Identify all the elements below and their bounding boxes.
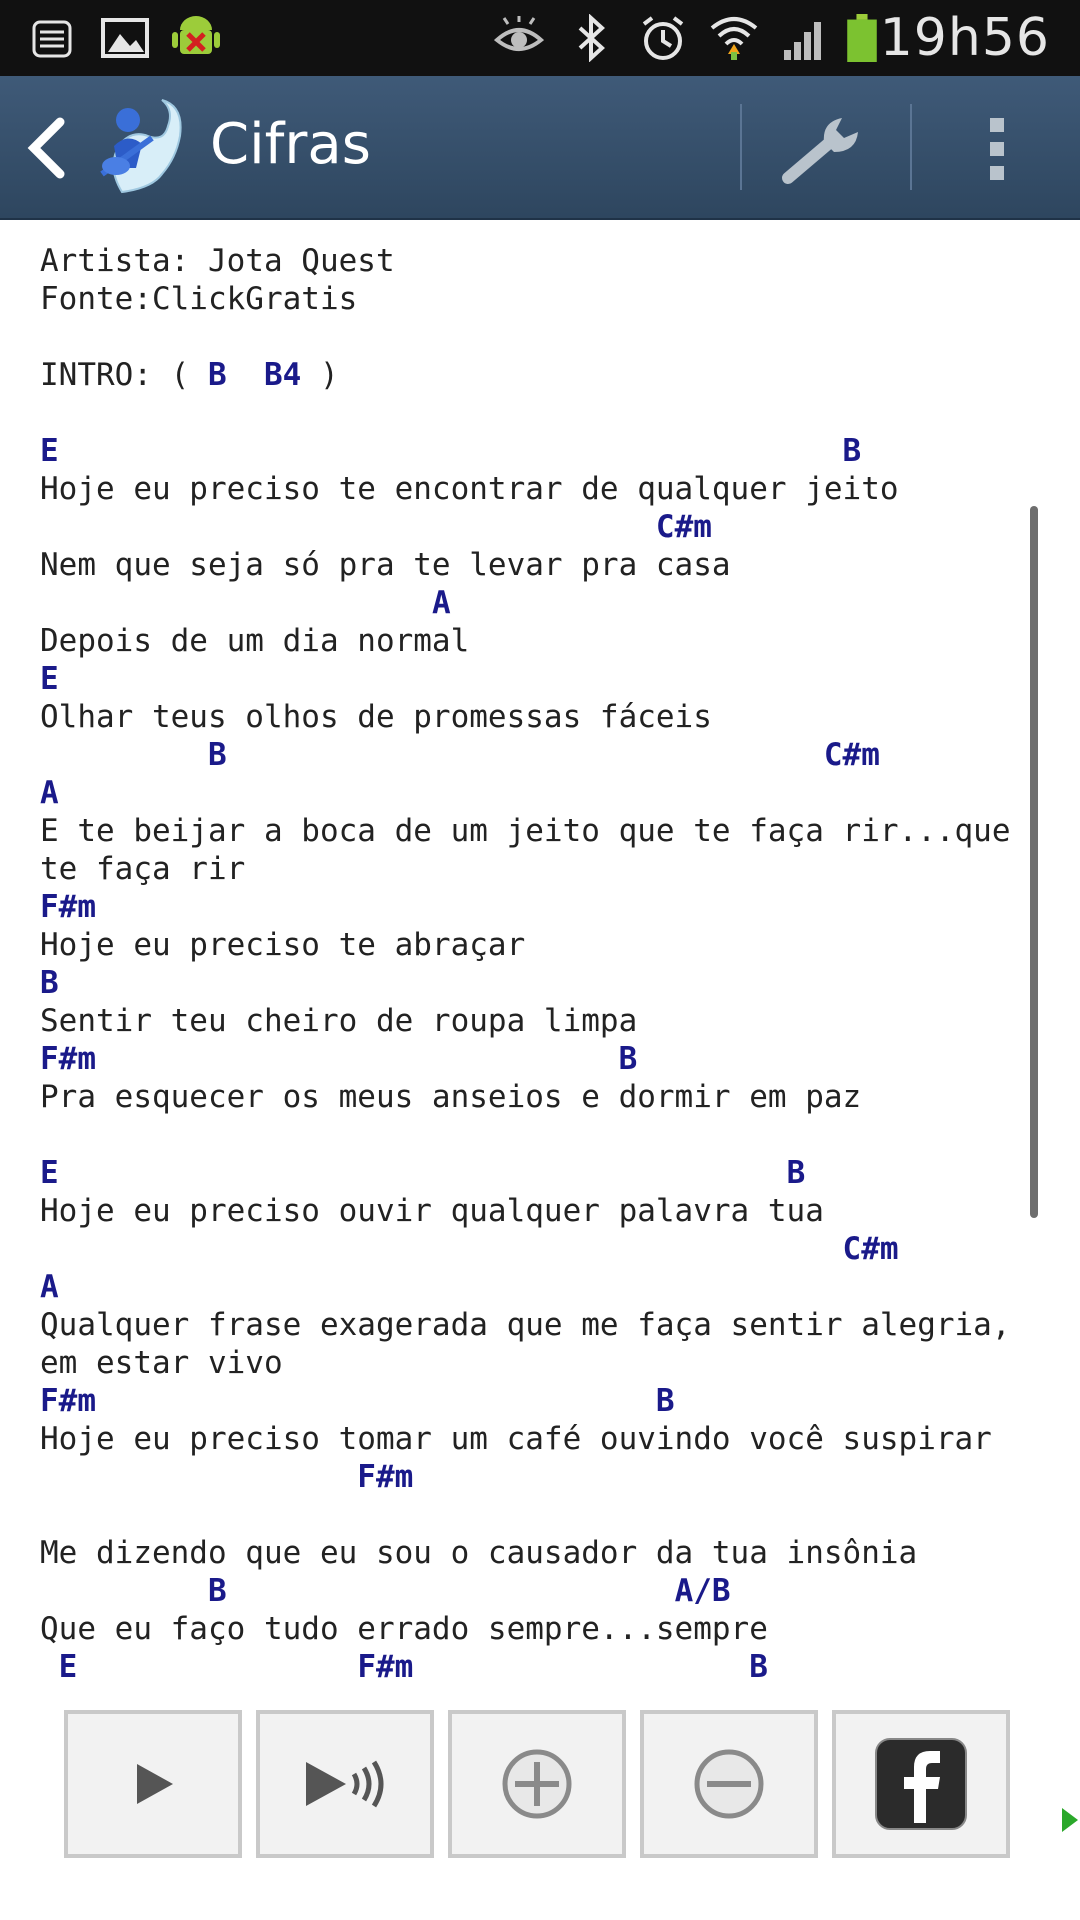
- bluetooth-icon: [574, 14, 608, 62]
- lyric-text: Depois de um dia normal: [40, 623, 470, 659]
- song-line: [40, 1230, 1011, 1268]
- lyric-text: Hoje eu preciso tomar um café ouvindo você suspirar: [40, 1421, 992, 1457]
- song-line: [40, 546, 1011, 584]
- song-line: [40, 1116, 1011, 1154]
- song-line: [40, 1192, 1011, 1230]
- song-line: [40, 1306, 1011, 1344]
- song-line: [40, 1572, 1011, 1610]
- song-line: [40, 356, 1011, 394]
- song-line: [40, 394, 1011, 432]
- lyric-text: Nem que seja só pra te levar pra casa: [40, 547, 731, 583]
- song-line: [40, 1458, 1011, 1496]
- song-line: [40, 850, 1011, 888]
- bottom-toolbar: [0, 1690, 1080, 1920]
- lyric-text: [77, 1649, 357, 1680]
- song-line: [40, 508, 1011, 546]
- action-divider: [910, 104, 912, 190]
- song-line: [40, 318, 1011, 356]
- lyric-text: [227, 737, 824, 773]
- plus-circle-icon: [499, 1746, 575, 1822]
- lyric-text: Que eu faço tudo errado sempre...sempre: [40, 1611, 768, 1647]
- lyric-text: [40, 737, 208, 773]
- chord-label: F#m: [40, 1383, 96, 1419]
- lyric-text: Hoje eu preciso te abraçar: [40, 927, 526, 963]
- song-line: [40, 964, 1011, 1002]
- signal-icon: [780, 14, 830, 62]
- chord-label: B4: [263, 357, 302, 393]
- song-line: [40, 1496, 1011, 1534]
- wifi-icon: [708, 14, 760, 62]
- song-line: [40, 660, 1011, 698]
- chord-label: A/B: [674, 1573, 731, 1609]
- lyric-text: Hoje eu preciso te encontrar de qualquer jeito: [40, 471, 899, 507]
- minus-circle-icon: [691, 1746, 767, 1822]
- lyric-text: Hoje eu preciso ouvir qualquer palavra tua: [40, 1193, 824, 1229]
- chord-label: B: [749, 1649, 768, 1680]
- zoom-out-button[interactable]: [640, 1710, 818, 1858]
- chord-label: C#m: [842, 1231, 899, 1267]
- song-line: [40, 1344, 1011, 1382]
- battery-icon: [844, 14, 880, 62]
- facebook-icon: [874, 1737, 968, 1831]
- chord-label: B: [618, 1041, 638, 1077]
- song-line: [40, 1382, 1011, 1420]
- chord-label: E: [40, 661, 59, 697]
- chord-label: A: [40, 775, 59, 811]
- song-line: [40, 1420, 1011, 1458]
- lyric-text: ): [301, 357, 339, 393]
- lyric-text: Sentir teu cheiro de roupa limpa: [40, 1003, 638, 1039]
- chord-label: E: [40, 433, 59, 469]
- lyric-text: [96, 1383, 656, 1419]
- play-button[interactable]: [64, 1710, 242, 1858]
- lyric-text: [59, 1155, 787, 1191]
- app-logo[interactable]: [92, 96, 188, 200]
- chord-label: F#m: [40, 889, 96, 925]
- song-line: [40, 584, 1011, 622]
- chord-label: B: [655, 1383, 675, 1419]
- chord-label: F#m: [357, 1649, 414, 1680]
- status-bar: [0, 0, 1080, 76]
- android-debug-icon: [172, 14, 220, 62]
- song-line: [40, 812, 1011, 850]
- scrollbar[interactable]: [1030, 506, 1038, 1218]
- lyric-text: Qualquer frase exagerada que me faça sentir alegria,: [40, 1307, 1011, 1343]
- clock: 19h56: [879, 8, 1050, 68]
- lyric-text: [40, 1231, 843, 1267]
- facebook-share-button[interactable]: [832, 1710, 1010, 1858]
- lyric-text: [40, 1573, 208, 1609]
- lyric-text: [227, 357, 264, 393]
- chord-label: A: [40, 1269, 59, 1305]
- lyric-text: [59, 433, 843, 469]
- alarm-icon: [638, 14, 688, 62]
- song-line: [40, 622, 1011, 660]
- chord-label: E: [58, 1649, 78, 1680]
- lyric-text: Me dizendo que eu sou o causador da tua insônia: [40, 1535, 918, 1571]
- song-line: [40, 698, 1011, 736]
- song-line: [40, 432, 1011, 470]
- chord-label: C#m: [655, 509, 712, 545]
- song-line: [40, 888, 1011, 926]
- lyric-text: [96, 1041, 619, 1077]
- chord-label: A: [431, 585, 451, 621]
- lyric-text: E te beijar a boca de um jeito que te faça rir...que: [40, 813, 1011, 849]
- eye-icon: [494, 14, 544, 62]
- lyric-text: Pra esquecer os meus anseios e dormir em paz: [40, 1079, 862, 1115]
- song-line: [40, 1610, 1011, 1648]
- lyric-text: [40, 1459, 357, 1495]
- lyric-text: te faça rir: [40, 851, 246, 887]
- lyric-text: [40, 1649, 59, 1680]
- song-line: [40, 1040, 1011, 1078]
- image-icon: [100, 14, 150, 62]
- lyric-text: [413, 1649, 749, 1680]
- song-content[interactable]: [0, 220, 1080, 1680]
- lyric-text: Olhar teus olhos de promessas fáceis: [40, 699, 712, 735]
- song-line: [40, 1534, 1011, 1572]
- play-icon: [123, 1754, 183, 1814]
- chord-label: B: [40, 965, 59, 1001]
- chord-label: B: [207, 357, 227, 393]
- overflow-menu-icon[interactable]: [982, 116, 1012, 182]
- song-line: [40, 1154, 1011, 1192]
- chord-label: F#m: [357, 1459, 414, 1495]
- lyric-text: [227, 1573, 675, 1609]
- chord-sheet: [40, 242, 1011, 1680]
- song-line: [40, 280, 1011, 318]
- wrench-icon[interactable]: [780, 112, 870, 190]
- zoom-in-button[interactable]: [448, 1710, 626, 1858]
- song-line: [40, 926, 1011, 964]
- lyric-text: Artista: Jota Quest: [40, 243, 395, 279]
- lyric-text: Fonte:ClickGratis: [40, 281, 358, 317]
- next-arrow-icon[interactable]: [1062, 1808, 1078, 1832]
- notes-icon: [30, 14, 74, 62]
- lyric-text: [40, 509, 656, 545]
- song-line: [40, 1002, 1011, 1040]
- chord-label: B: [207, 737, 227, 773]
- lyric-text: em estar vivo: [40, 1345, 283, 1381]
- chord-label: B: [786, 1155, 806, 1191]
- song-line: [40, 470, 1011, 508]
- song-line: [40, 736, 1011, 774]
- chord-label: B: [207, 1573, 227, 1609]
- autoscroll-button[interactable]: [256, 1710, 434, 1858]
- play-sound-icon: [300, 1754, 390, 1814]
- action-bar: [0, 76, 1080, 220]
- song-line: [40, 1078, 1011, 1116]
- song-line: [40, 1648, 1011, 1680]
- song-line: [40, 1268, 1011, 1306]
- chord-label: B: [842, 433, 862, 469]
- action-divider: [740, 104, 742, 190]
- chord-label: C#m: [823, 737, 880, 773]
- lyric-text: INTRO: (: [40, 357, 208, 393]
- page-title: Cifras: [210, 112, 371, 177]
- chord-label: E: [40, 1155, 59, 1191]
- song-line: [40, 242, 1011, 280]
- lyric-text: [40, 585, 432, 621]
- chord-label: F#m: [40, 1041, 96, 1077]
- song-line: [40, 774, 1011, 812]
- back-icon[interactable]: [24, 116, 68, 180]
